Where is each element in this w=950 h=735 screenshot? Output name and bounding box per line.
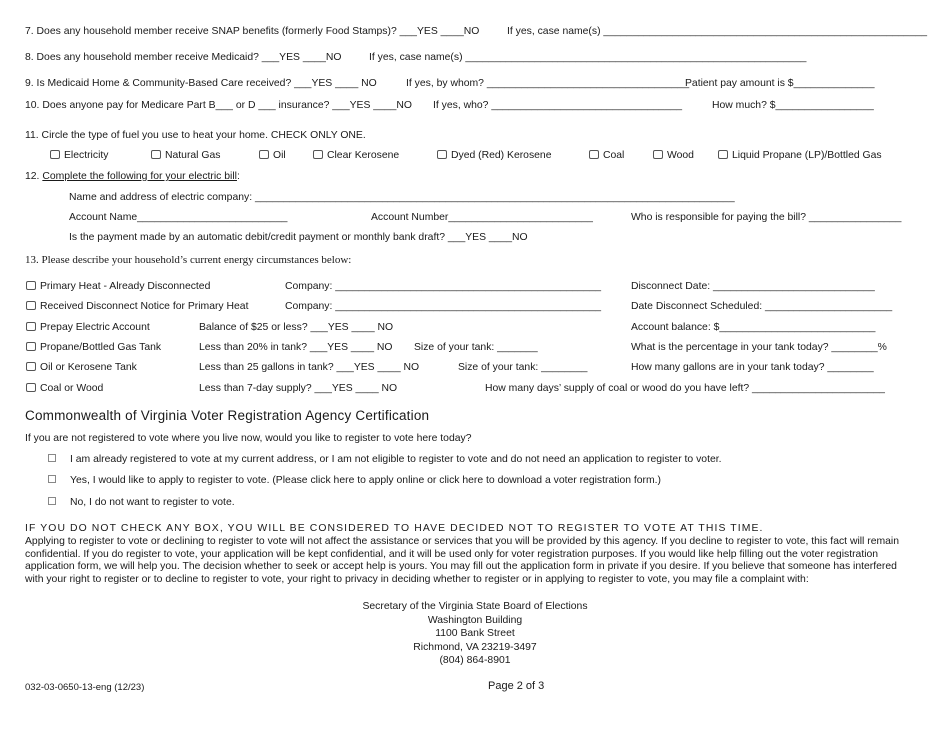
account-balance-field[interactable]: Account balance: $___________________________ [631, 322, 876, 333]
company-field[interactable]: Company: ______________________________________________ [285, 281, 602, 292]
energy-row-disconnect-notice[interactable]: Received Disconnect Notice for Primary Heat [26, 301, 248, 312]
voter-disclosure-paragraph: Applying to register to vote or declining to register to vote will not affect the assistance or services that you will be provided by this agency. If you decline to register to vote, this fact will remain confidential. If you do register to vote, your application will be kept confidential, and it will be used only for voter registration purposes. If you would like help filling out the voter registration application form, we will help you. The decision whether to seek or accept help is yours. You may fill out the application form in private if you desire. If you believe that someone has interfered with your right to register or to decline to register to vote, your right to privacy in deciding whether to register or in applying to register to vote, you may file a complaint with: [25, 536, 900, 585]
fuel-option-propane[interactable]: Liquid Propane (LP)/Bottled Gas [718, 150, 882, 161]
oil-tank-size-field[interactable]: Size of your tank: ________ [458, 362, 588, 373]
address-line: (804) 864-8901 [439, 655, 511, 666]
propane-tank-size-field[interactable]: Size of your tank: _______ [414, 342, 538, 353]
question-9-patient-pay[interactable]: Patient pay amount is $______________ [685, 78, 875, 89]
checkbox-icon[interactable] [151, 150, 161, 159]
checkbox-icon[interactable] [26, 281, 36, 290]
question-7-text: 7. Does any household member receive SNAP benefits (formerly Food Stamps)? ___YES ____NO [25, 26, 480, 37]
question-11-text: 11. Circle the type of fuel you use to heat your home. CHECK ONLY ONE. [25, 130, 366, 141]
voter-option-register[interactable]: Yes, I would like to apply to register to vote. (Please click here to apply online or click here to download a voter registration form.) [48, 475, 661, 486]
question-13-text: 13. Please describe your household’s current energy circumstances below: [25, 254, 352, 266]
address-line: Richmond, VA 23219-3497 [413, 641, 537, 653]
question-9-text: 9. Is Medicaid Home & Community-Based Care received? ___YES ____ NO [25, 78, 377, 89]
energy-row-primary-heat-disconnected[interactable]: Primary Heat - Already Disconnected [26, 281, 210, 292]
checkbox-icon[interactable] [313, 150, 323, 159]
fuel-option-clear-kerosene[interactable]: Clear Kerosene [313, 150, 399, 161]
page-number: Page 2 of 3 [488, 680, 545, 692]
form-id: 032-03-0650-13-eng (12/23) [25, 682, 145, 693]
electric-company-name-address[interactable]: Name and address of electric company: ___________________________________________________________________________________ [69, 192, 735, 203]
checkbox-icon[interactable] [26, 383, 36, 392]
fuel-option-wood[interactable]: Wood [653, 150, 694, 161]
tank-gallons-field[interactable]: How many gallons are in your tank today? ________ [631, 362, 874, 373]
address-line: Washington Building [427, 614, 523, 626]
checkbox-icon[interactable] [653, 150, 663, 159]
checkbox-icon[interactable] [589, 150, 599, 159]
fuel-option-coal[interactable]: Coal [589, 150, 624, 161]
question-8-followup[interactable]: If yes, case name(s) ___________________________________________________________ [369, 52, 807, 63]
question-12-heading: 12. Complete the following for your electric bill: [25, 171, 240, 182]
checkbox-icon[interactable] [48, 454, 56, 462]
question-10-text: 10. Does anyone pay for Medicare Part B___ or D ___ insurance? ___YES ____NO [25, 100, 412, 111]
question-7 [25, 26, 479, 37]
propane-level-question[interactable]: Less than 20% in tank? ___YES ____ NO [199, 342, 393, 353]
coal-days-field[interactable]: How many days’ supply of coal or wood do you have left? _______________________ [485, 383, 885, 394]
energy-row-prepay-electric[interactable]: Prepay Electric Account [26, 322, 150, 333]
checkbox-icon[interactable] [718, 150, 728, 159]
checkbox-icon[interactable] [26, 301, 36, 310]
question-9-followup[interactable]: If yes, by whom? ___________________________________ [406, 78, 690, 89]
question-7-followup[interactable]: If yes, case name(s) ________________________________________________________ [507, 26, 928, 37]
account-number-field[interactable]: Account Number_________________________ [371, 212, 593, 223]
checkbox-icon[interactable] [437, 150, 447, 159]
checkbox-icon[interactable] [48, 497, 56, 505]
fuel-option-electricity[interactable]: Electricity [50, 150, 108, 161]
tank-percentage-field[interactable]: What is the percentage in your tank today? ________% [631, 342, 887, 353]
disconnect-scheduled-field[interactable]: Date Disconnect Scheduled: ______________________ [631, 301, 893, 312]
oil-level-question[interactable]: Less than 25 gallons in tank? ___YES ____ NO [199, 362, 420, 373]
auto-payment-question[interactable]: Is the payment made by an automatic debit/credit payment or monthly bank draft? ___YES ____NO [69, 232, 528, 243]
fuel-option-natural-gas[interactable]: Natural Gas [151, 150, 220, 161]
coal-supply-question[interactable]: Less than 7-day supply? ___YES ____ NO [199, 383, 398, 394]
balance-question[interactable]: Balance of $25 or less? ___YES ____ NO [199, 322, 394, 333]
question-10-amount[interactable]: How much? $_________________ [712, 100, 874, 111]
board-of-elections-address [250, 600, 700, 668]
checkbox-icon[interactable] [259, 150, 269, 159]
account-name-field[interactable]: Account Name__________________________ [69, 212, 288, 223]
checkbox-icon[interactable] [26, 342, 36, 351]
checkbox-icon[interactable] [26, 322, 36, 331]
energy-row-propane-tank[interactable]: Propane/Bottled Gas Tank [26, 342, 161, 353]
disconnect-date-field[interactable]: Disconnect Date: ____________________________ [631, 281, 875, 292]
checkbox-icon[interactable] [26, 362, 36, 371]
address-line: 1100 Bank Street [435, 628, 515, 639]
bill-responsible-field[interactable]: Who is responsible for paying the bill? ________________ [631, 212, 902, 223]
checkbox-icon[interactable] [48, 475, 56, 483]
company-field[interactable]: Company: ______________________________________________ [285, 301, 602, 312]
voter-warning: IF YOU DO NOT CHECK ANY BOX, YOU WILL BE CONSIDERED TO HAVE DECIDED NOT TO REGISTER TO VOTE AT THIS TIME. [25, 523, 764, 534]
voter-question: If you are not registered to vote where you live now, would you like to register to vote here today? [25, 433, 472, 444]
question-8-text: 8. Does any household member receive Medicaid? ___YES ____NO [25, 52, 342, 63]
checkbox-icon[interactable] [50, 150, 60, 159]
voter-option-decline[interactable]: No, I do not want to register to vote. [48, 497, 235, 508]
fuel-option-dyed-kerosene[interactable]: Dyed (Red) Kerosene [437, 150, 552, 161]
address-line: Secretary of the Virginia State Board of Elections [362, 601, 588, 612]
energy-row-coal-wood[interactable]: Coal or Wood [26, 383, 103, 394]
fuel-option-oil[interactable]: Oil [259, 150, 286, 161]
question-10-followup[interactable]: If yes, who? _________________________________ [433, 100, 683, 111]
voter-option-already-registered[interactable]: I am already registered to vote at my current address, or I am not eligible to register to vote and do not need an application to register to voter. [48, 454, 722, 465]
voter-section-heading: Commonwealth of Virginia Voter Registration Agency Certification [25, 408, 430, 423]
energy-row-oil-kerosene-tank[interactable]: Oil or Kerosene Tank [26, 362, 137, 373]
